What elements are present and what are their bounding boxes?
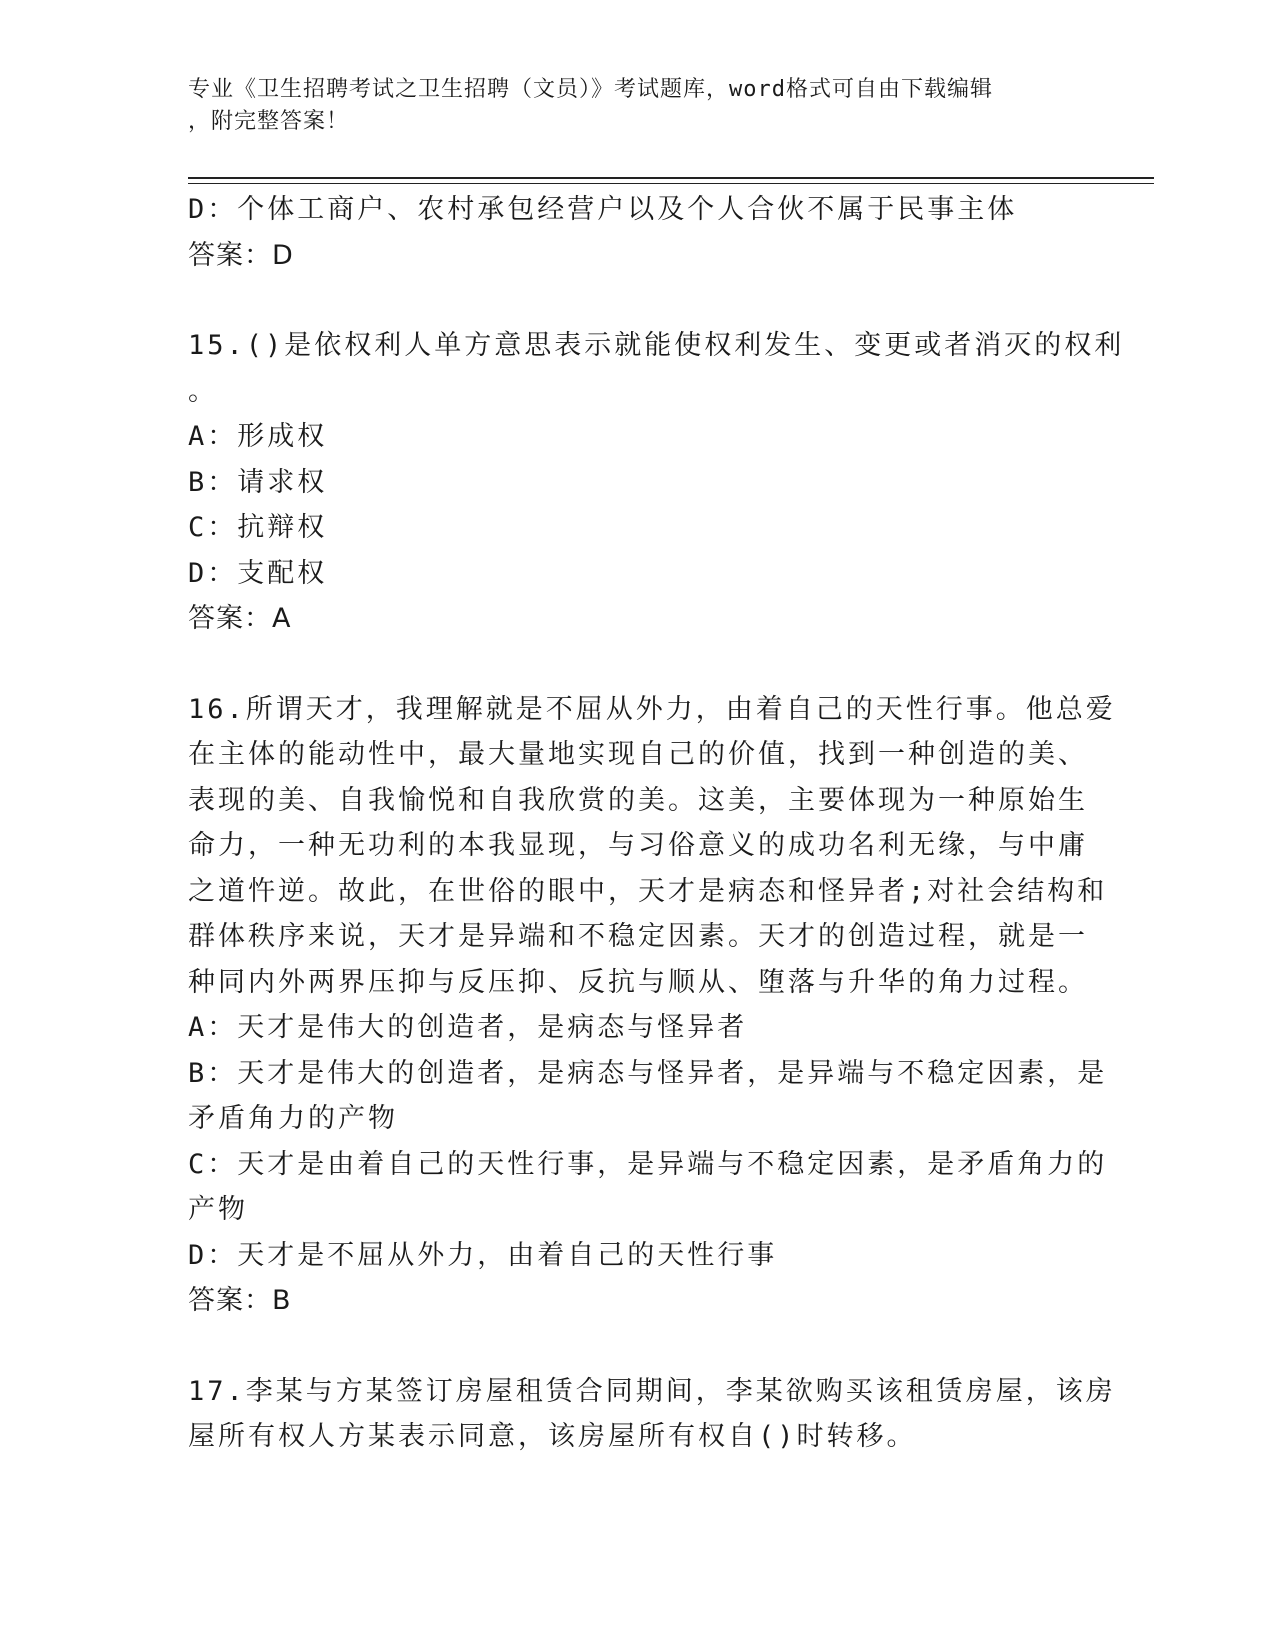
question-spacer xyxy=(188,278,1078,323)
q15-option-a: A：形成权 xyxy=(188,421,328,452)
q16-stem-line: 16.所谓天才，我理解就是不屈从外力，由着自己的天性行事。他总爱 xyxy=(188,693,1116,725)
header-rule-thin xyxy=(188,183,1154,184)
q16-option-b-line-2: 矛盾角力的产物 xyxy=(188,1103,398,1134)
q16-stem-line: 表现的美、自我愉悦和自我欣赏的美。这美，主要体现为一种原始生 xyxy=(188,784,1088,816)
q16-stem-line: 命力，一种无功利的本我显现，与习俗意义的成功名利无缘，与中庸 xyxy=(188,830,1088,861)
q14-answer: 答案：D xyxy=(188,239,294,271)
q16-option-c-line-1: C：天才是由着自己的天性行事，是异端与不稳定因素，是矛盾角力的 xyxy=(188,1148,1108,1180)
q16-stem-line: 种同内外两界压抑与反压抑、反抗与顺从、堕落与升华的角力过程。 xyxy=(188,966,1088,998)
q16-answer: 答案：B xyxy=(188,1285,292,1316)
document-header xyxy=(188,74,1068,138)
q15-answer: 答案：A xyxy=(188,603,292,634)
q16-option-a: A：天才是伟大的创造者，是病态与怪异者 xyxy=(188,1012,748,1043)
q14-option-d: D：个体工商户、农村承包经营户以及个人合伙不属于民事主体 xyxy=(188,194,1018,225)
q16-stem-line: 群体秩序来说，天才是异端和不稳定因素。天才的创造过程，就是一 xyxy=(188,921,1088,952)
q16-option-b-line-1: B：天才是伟大的创造者，是病态与怪异者，是异端与不稳定因素，是 xyxy=(188,1057,1108,1089)
q17-stem-line-1: 17.李某与方某签订房屋租赁合同期间，李某欲购买该租赁房屋，该房 xyxy=(188,1375,1116,1407)
q15-stem-line-1: 15.()是依权利人单方意思表示就能使权利发生、变更或者消灭的权利 xyxy=(188,330,1125,361)
q16-stem-line: 之道忤逆。故此，在世俗的眼中，天才是病态和怪异者;对社会结构和 xyxy=(188,875,1108,907)
question-spacer xyxy=(188,1324,1078,1369)
header-rule-thick xyxy=(188,177,1154,179)
q17-stem-line-2: 屋所有权人方某表示同意，该房屋所有权自()时转移。 xyxy=(188,1421,917,1452)
q15-stem-line-2: 。 xyxy=(188,375,218,407)
q15-option-c: C：抗辩权 xyxy=(188,512,328,543)
q16-option-c-line-2: 产物 xyxy=(188,1194,248,1225)
q15-option-d: D：支配权 xyxy=(188,557,328,589)
question-content xyxy=(188,187,1125,1460)
header-line-1: 专业《卫生招聘考试之卫生招聘（文员）》考试题库，word格式可自由下载编辑 xyxy=(188,77,993,102)
question-spacer xyxy=(188,642,1078,687)
q16-stem-line: 在主体的能动性中，最大量地实现自己的价值，找到一种创造的美、 xyxy=(188,739,1088,770)
q15-option-b: B：请求权 xyxy=(188,466,328,498)
header-line-2: ，附完整答案！ xyxy=(188,109,350,134)
q16-option-d: D：天才是不屈从外力，由着自己的天性行事 xyxy=(188,1239,778,1271)
